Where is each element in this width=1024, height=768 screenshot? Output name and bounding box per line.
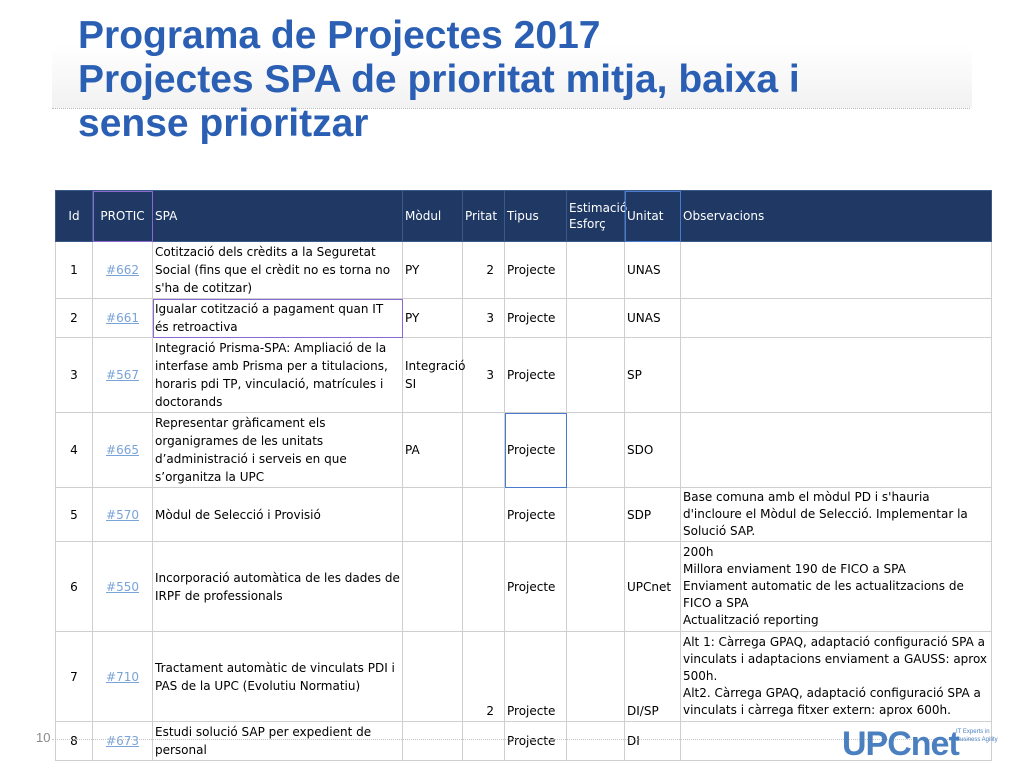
cell-unitat: SDO	[625, 413, 681, 488]
logo-wordmark: UPCnet	[842, 725, 959, 763]
cell-estimacio	[567, 338, 625, 413]
protic-link[interactable]: #567	[93, 338, 153, 413]
cell-tipus: Projecte	[505, 632, 567, 722]
cell-unitat: UPCnet	[625, 542, 681, 632]
cell-tipus: Projecte	[505, 338, 567, 413]
cell-pritat: 3	[463, 299, 505, 338]
protic-link[interactable]: #661	[93, 299, 153, 338]
cell-tipus: Projecte	[505, 722, 567, 761]
table-row	[56, 338, 992, 413]
header-observacions: Observacions	[681, 191, 992, 242]
upcnet-logo	[842, 722, 1012, 766]
protic-link[interactable]: #662	[93, 242, 153, 299]
cell-observacions: Alt 1: Càrrega GPAQ, adaptació configuració SPA a vinculats i adaptacions enviament a GAUSS: aprox 500h. Alt2. Càrrega GPAQ, adaptació configuració SPA a vinculats i càrrega fitxer extern: aprox 600h.	[681, 632, 992, 722]
cell-unitat: SP	[625, 338, 681, 413]
header-pritat: Pritat	[463, 191, 505, 242]
header-estimacio: Estimació Esforç	[567, 191, 625, 242]
cell-id: 2	[56, 299, 93, 338]
cell-modul: PA	[403, 413, 463, 488]
table-row	[56, 488, 992, 542]
cell-observacions	[681, 338, 992, 413]
cell-pritat: 2	[463, 242, 505, 299]
cell-spa: Tractament automàtic de vinculats PDI i PAS de la UPC (Evolutiu Normatiu)	[153, 632, 403, 722]
protic-link[interactable]: #550	[93, 542, 153, 632]
logo-tagline: IT Experts in Business Agility	[956, 729, 998, 743]
protic-link[interactable]: #665	[93, 413, 153, 488]
cell-spa: Incorporació automàtica de les dades de IRPF de professionals	[153, 542, 403, 632]
table-row	[56, 242, 992, 299]
cell-unitat: UNAS	[625, 299, 681, 338]
cell-estimacio	[567, 542, 625, 632]
protic-link[interactable]: #673	[93, 722, 153, 761]
page-title	[78, 14, 800, 146]
protic-link[interactable]: #710	[93, 632, 153, 722]
cell-spa: Mòdul de Selecció i Provisió	[153, 488, 403, 542]
header-spa: SPA	[153, 191, 403, 242]
cell-modul	[403, 488, 463, 542]
cell-spa: Representar gràficament els organigrames de les unitats d’administració i serveis en que s’organitza la UPC	[153, 413, 403, 488]
cell-id: 1	[56, 242, 93, 299]
cell-observacions: Base comuna amb el mòdul PD i s'hauria d'incloure el Mòdul de Selecció. Implementar la Solució SAP.	[681, 488, 992, 542]
cell-modul: Integració SI	[403, 338, 463, 413]
cell-estimacio	[567, 299, 625, 338]
cell-id: 6	[56, 542, 93, 632]
cell-tipus: Projecte	[505, 488, 567, 542]
cell-estimacio	[567, 632, 625, 722]
cell-pritat	[463, 722, 505, 761]
title-line-1: Programa de Projectes 2017	[78, 14, 601, 57]
cell-spa: Cotització dels crèdits a la Seguretat Social (fins que el crèdit no es torna no s'ha de cotitzar)	[153, 242, 403, 299]
cell-spa: Integració Prisma-SPA: Ampliació de la interfase amb Prisma per a titulacions, horaris pdi TP, vinculació, matrícules i doctorands	[153, 338, 403, 413]
protic-link[interactable]: #570	[93, 488, 153, 542]
cell-observacions	[681, 299, 992, 338]
cell-modul	[403, 632, 463, 722]
table-header-row	[56, 191, 992, 242]
header-id: Id	[56, 191, 93, 242]
cell-observacions	[681, 242, 992, 299]
cell-estimacio	[567, 242, 625, 299]
cell-tipus: Projecte	[505, 542, 567, 632]
cell-tipus: Projecte	[505, 299, 567, 338]
header-tipus: Tipus	[505, 191, 567, 242]
table-row	[56, 299, 992, 338]
cell-estimacio	[567, 488, 625, 542]
cell-id: 5	[56, 488, 93, 542]
title-line-3: sense prioritzar	[78, 102, 369, 145]
cell-modul	[403, 542, 463, 632]
cell-modul	[403, 722, 463, 761]
cell-tipus: Projecte	[505, 242, 567, 299]
cell-pritat: 3	[463, 338, 505, 413]
cell-id: 7	[56, 632, 93, 722]
cell-pritat	[463, 413, 505, 488]
cell-pritat	[463, 488, 505, 542]
title-line-2: Projectes SPA de prioritat mitja, baixa i	[78, 58, 800, 101]
cell-estimacio	[567, 722, 625, 761]
header-protic: PROTIC	[93, 191, 153, 242]
cell-spa: Estudi solució SAP per expedient de personal	[153, 722, 403, 761]
cell-estimacio	[567, 413, 625, 488]
cell-unitat: SDP	[625, 488, 681, 542]
table-row	[56, 632, 992, 722]
header-modul: Mòdul	[403, 191, 463, 242]
cell-id: 3	[56, 338, 93, 413]
cell-id: 8	[56, 722, 93, 761]
cell-tipus: Projecte	[505, 413, 567, 488]
cell-unitat: DI/SP	[625, 632, 681, 722]
table-row	[56, 542, 992, 632]
table-row	[56, 413, 992, 488]
cell-unitat: DI	[625, 722, 681, 761]
header-unitat: Unitat	[625, 191, 681, 242]
footer-divider	[52, 739, 970, 740]
cell-modul: PY	[403, 299, 463, 338]
cell-id: 4	[56, 413, 93, 488]
page-number: 10	[36, 730, 51, 745]
cell-observacions	[681, 413, 992, 488]
cell-pritat: 2	[463, 632, 505, 722]
cell-modul: PY	[403, 242, 463, 299]
cell-pritat	[463, 542, 505, 632]
cell-observacions: 200h Millora enviament 190 de FICO a SPA Enviament automatic de les actualitzacions de FICO a SPA Actualització reporting	[681, 542, 992, 632]
cell-spa: Igualar cotització a pagament quan IT és retroactiva	[153, 299, 403, 338]
projects-table	[55, 190, 992, 761]
cell-unitat: UNAS	[625, 242, 681, 299]
